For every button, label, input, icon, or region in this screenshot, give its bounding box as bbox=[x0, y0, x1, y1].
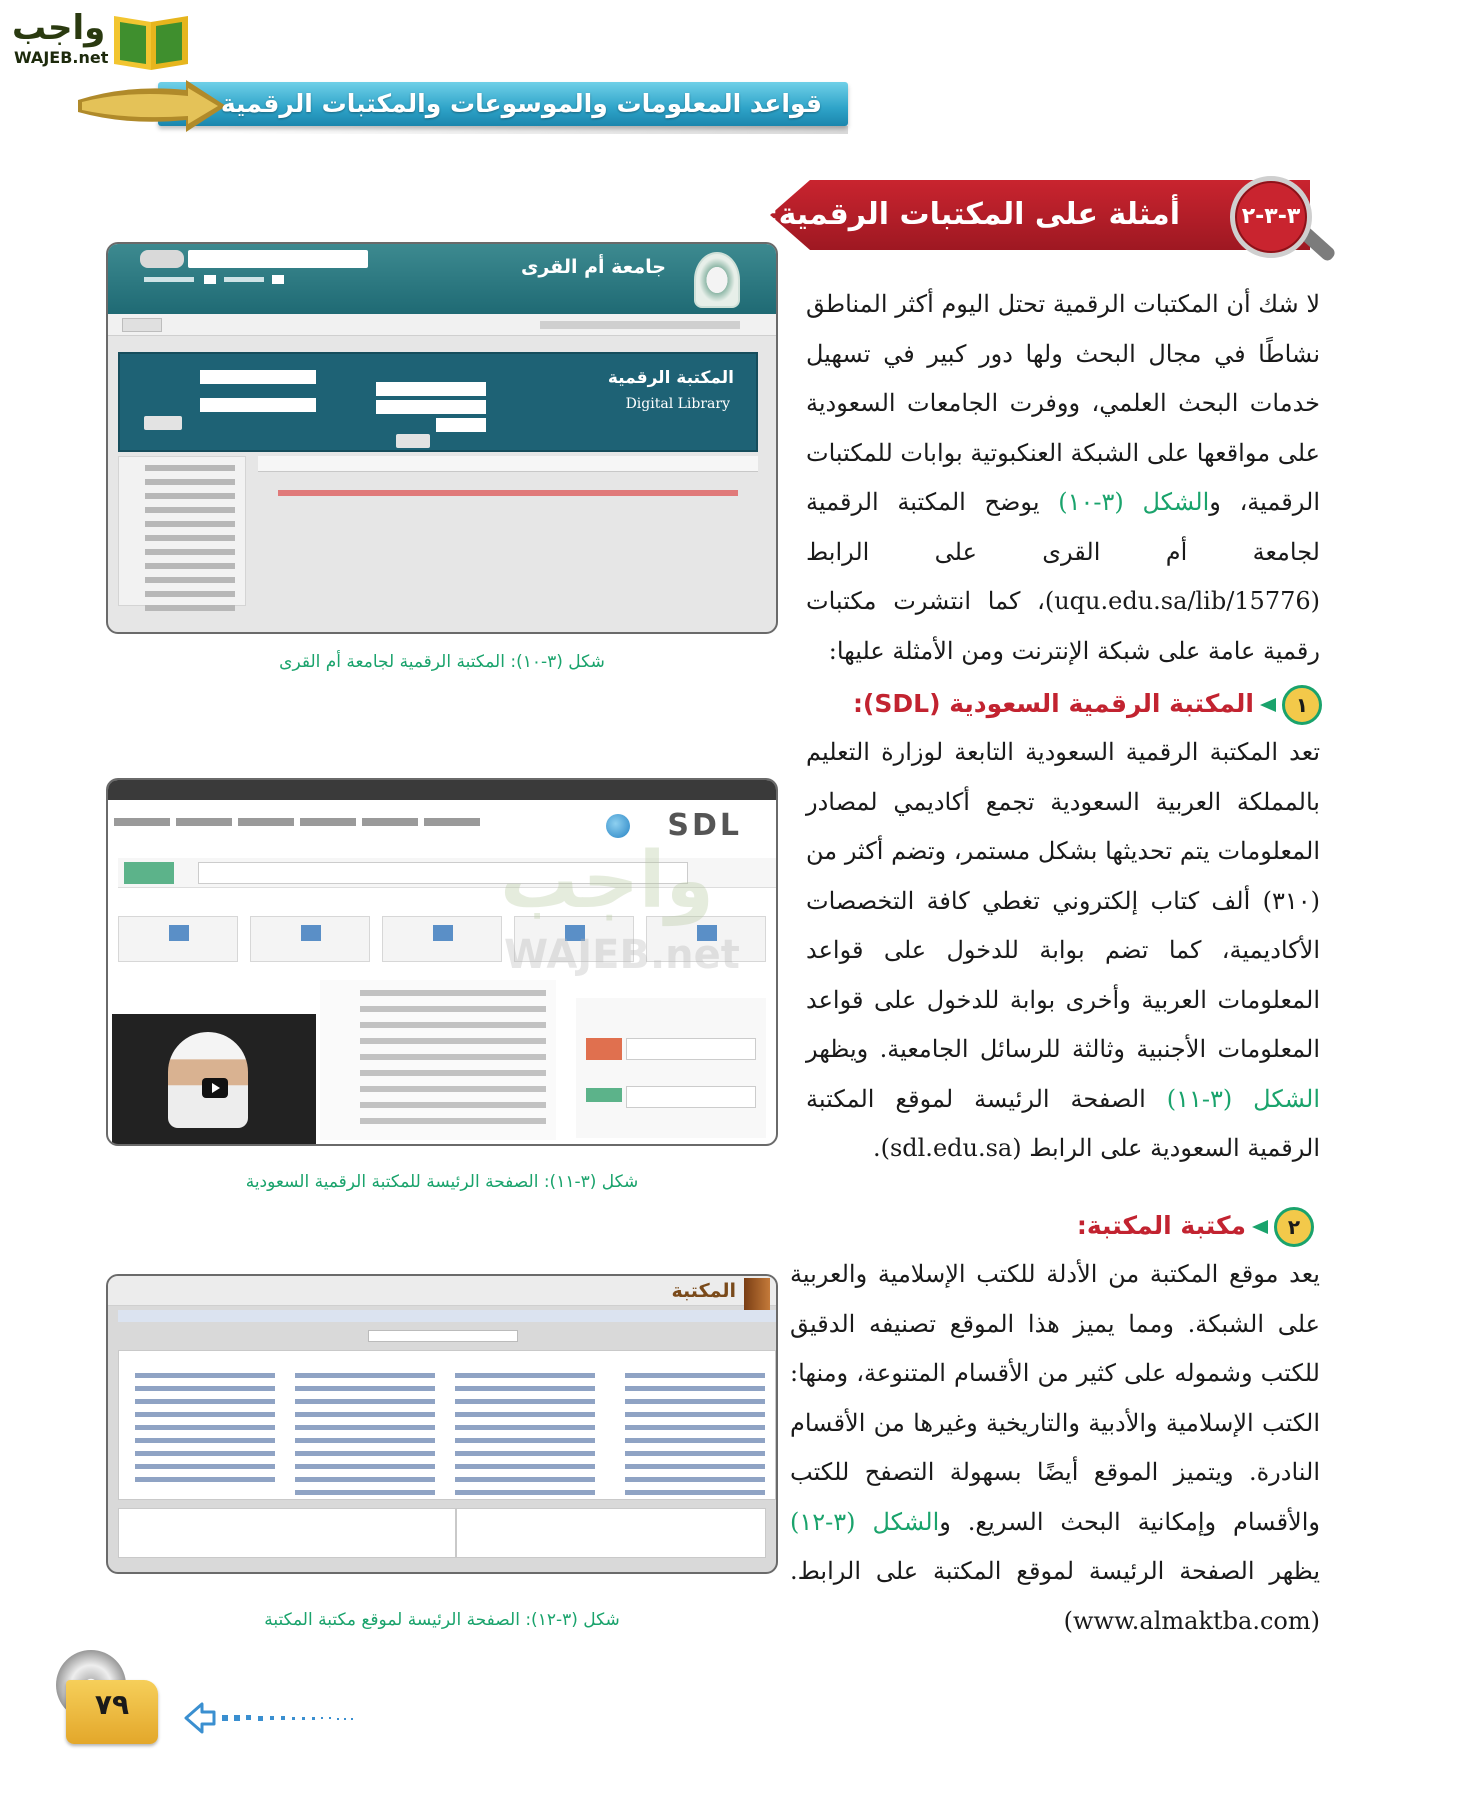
sdl-text-a: تعد المكتبة الرقمية السعودية التابعة لوزارة التعليم بالمملكة العربية السعودية تجمع أكاديمي لمصادر المعلومات يتم تحديثها بشكل مستمر، وتضم أكثر من (٣١٠) ألف كتاب إلكتروني تغطي كافة التخصصات الأكاديمية، كما تضم بوابة للدخول على قواعد المعلومات العربية وأخرى بوابة للدخول على قواعد المعلومات الأجنبية وثالثة للرسائل الجامعية. ويظهر bbox=[806, 738, 1320, 1063]
wajeb-watermark bbox=[500, 836, 800, 986]
uqu-notice-text bbox=[278, 490, 738, 496]
intro-paragraph bbox=[806, 280, 1320, 676]
wajeb-logo bbox=[10, 8, 190, 68]
sdl-paragraph bbox=[806, 728, 1320, 1174]
almaktba-brand: المكتبة bbox=[671, 1280, 736, 1302]
subheading-maktaba-label: مكتبة المكتبة: bbox=[1076, 1211, 1246, 1240]
uqu-search-button bbox=[140, 250, 184, 268]
uqu-password-input bbox=[200, 398, 316, 412]
uqu-nav-bar bbox=[108, 314, 776, 336]
book-icon bbox=[110, 12, 192, 74]
uqu-search-by-select bbox=[436, 418, 486, 432]
uqu-panel-search-button bbox=[396, 434, 430, 448]
back-arrow-icon bbox=[180, 1698, 380, 1738]
page-number-badge bbox=[52, 1650, 162, 1760]
uqu-nav-links bbox=[540, 321, 740, 329]
uqu-keyword-input bbox=[376, 382, 486, 396]
uqu-english-button bbox=[122, 318, 162, 332]
chapter-banner-shadow bbox=[218, 126, 848, 134]
almaktba-news-box bbox=[456, 1508, 766, 1558]
subheading-sdl-label: المكتبة الرقمية السعودية (SDL): bbox=[852, 689, 1254, 718]
figure-ref-11: الشكل (٣-١١) bbox=[1166, 1084, 1321, 1113]
uqu-tabs-bar bbox=[258, 456, 758, 472]
watermark-arabic: واجب bbox=[500, 836, 715, 926]
figure-ref-12: الشكل (٣-١٢) bbox=[790, 1507, 940, 1536]
chapter-banner bbox=[68, 78, 848, 136]
logo-arabic-text: واجب bbox=[12, 8, 106, 48]
sdl-subject-button bbox=[586, 1088, 622, 1102]
intro-text-b: يوضح المكتبة الرقمية لجامعة أم القرى على الرابط (uqu.edu.sa/lib/15776)، كما انتشرت مكتبات رقمية عامة على شبكة الإنترنت ومن الأمثلة عليها: bbox=[806, 488, 1320, 665]
uqu-email-input bbox=[200, 370, 316, 384]
uqu-library-title-ar: المكتبة الرقمية bbox=[607, 368, 734, 388]
figure-10-caption: شكل (٣-١٠): المكتبة الرقمية لجامعة أم القرى bbox=[279, 652, 605, 672]
uqu-side-links bbox=[118, 456, 246, 606]
subheading-maktaba bbox=[1077, 1204, 1314, 1248]
sdl-top-bar bbox=[108, 780, 776, 800]
figure-almaktba-homepage bbox=[106, 1274, 778, 1574]
sdl-text-b: الصفحة الرئيسة لموقع المكتبة الرقمية السعودية على الرابط (sdl.edu.sa). bbox=[806, 1084, 1320, 1162]
sdl-card bbox=[382, 916, 502, 962]
almaktba-nav-bar bbox=[118, 1310, 776, 1322]
sdl-card bbox=[250, 916, 370, 962]
logo-latin-text: WAJEB.net bbox=[14, 48, 109, 67]
figure-ref-10: الشكل (٣-١٠) bbox=[1058, 488, 1210, 516]
uqu-crest-icon bbox=[694, 252, 740, 308]
sdl-help-input bbox=[626, 1038, 756, 1060]
almaktba-header bbox=[108, 1276, 776, 1306]
bullet-number-2: ٢ bbox=[1274, 1207, 1314, 1247]
sdl-news-list bbox=[320, 980, 556, 1140]
section-number: ٣-٣-٢ bbox=[1230, 176, 1312, 258]
uqu-library-title-en: Digital Library bbox=[625, 396, 730, 412]
bullet-arrow-icon bbox=[1260, 698, 1276, 712]
uqu-header bbox=[108, 244, 776, 314]
book-icon bbox=[744, 1278, 770, 1312]
maktaba-text-a: يعد موقع المكتبة من الأدلة للكتب الإسلامية والعربية على الشبكة. ومما يميز هذا الموقع تصنيفه الدقيق للكتب وشموله على كثير من الأقسام المتنوعة، ومنها: الكتب الإسلامية والأدبية والتاريخية وغيرها من الأقسام النادرة. ويتميز الموقع أيضًا بسهولة التصفح للكتب والأقسام وإمكانية البحث السريع. و bbox=[790, 1260, 1320, 1536]
bullet-arrow-icon bbox=[1252, 1220, 1268, 1234]
sdl-help-button bbox=[586, 1038, 622, 1060]
page-number: ٧٩ bbox=[94, 1688, 130, 1721]
uqu-university-name: جامعة أم القرى bbox=[520, 256, 666, 278]
sdl-subject-select bbox=[626, 1086, 756, 1108]
figure-11-caption: شكل (٣-١١): الصفحة الرئيسة للمكتبة الرقمية السعودية bbox=[245, 1172, 639, 1192]
sdl-globe-icon bbox=[606, 814, 630, 838]
sdl-search-button bbox=[124, 862, 174, 884]
uqu-search-in-select bbox=[376, 400, 486, 414]
chapter-title: قواعد المعلومات والموسوعات والمكتبات الرقمية bbox=[220, 89, 822, 118]
sdl-video-player bbox=[112, 1014, 316, 1146]
intro-text-a: لا شك أن المكتبات الرقمية تحتل اليوم أكثر المناطق نشاطًا في مجال البحث ولها دور كبير في تسهيل خدمات البحث العلمي، ووفرت الجامعات السعودية على مواقعها على الشبكة العنكبوتية بوابات للمكتبات الرقمية، و bbox=[805, 290, 1320, 516]
uqu-login-button bbox=[144, 416, 182, 430]
sdl-main-menu bbox=[114, 808, 544, 842]
sdl-help-box bbox=[576, 998, 766, 1138]
almaktba-category-list bbox=[118, 1350, 776, 1500]
bullet-number-1: ١ bbox=[1282, 685, 1322, 725]
figure-uqu-library bbox=[106, 242, 778, 634]
almaktba-latest-box bbox=[118, 1508, 456, 1558]
sdl-card bbox=[118, 916, 238, 962]
uqu-search-panel bbox=[118, 352, 758, 452]
uqu-search-box bbox=[188, 250, 368, 268]
figure-12-caption: شكل (٣-١٢): الصفحة الرئيسة لموقع مكتبة المكتبة bbox=[264, 1610, 620, 1630]
section-title: أمثلة على المكتبات الرقمية: bbox=[766, 197, 1180, 232]
uqu-top-links bbox=[144, 274, 364, 286]
maktaba-paragraph bbox=[790, 1250, 1320, 1646]
subheading-sdl bbox=[853, 682, 1322, 726]
play-icon bbox=[202, 1078, 228, 1098]
sdl-logo-text: SDL bbox=[667, 808, 742, 843]
almaktba-search-input bbox=[368, 1330, 518, 1342]
maktaba-text-b: يظهر الصفحة الرئيسة لموقع المكتبة على الرابط. (www.almaktba.com) bbox=[790, 1557, 1320, 1635]
watermark-latin: WAJEB.net bbox=[504, 932, 740, 978]
section-heading bbox=[766, 176, 1330, 262]
